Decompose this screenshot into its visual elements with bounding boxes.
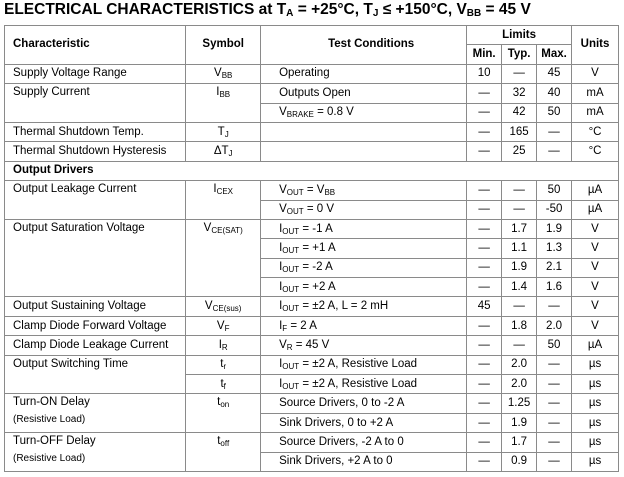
characteristic-cell: Turn-OFF Delay (Resistive Load) bbox=[5, 433, 186, 472]
table-row bbox=[5, 433, 619, 452]
condition-cell: Operating bbox=[261, 64, 467, 83]
typ-cell: 1.4 bbox=[502, 278, 537, 297]
min-cell: — bbox=[467, 355, 502, 374]
characteristic-cell: Supply Current bbox=[5, 84, 186, 123]
max-cell: — bbox=[537, 394, 572, 413]
condition-cell: $I_{OUT} = \pm 2$ A, L = 2 mH bbox=[261, 297, 467, 316]
max-cell: 2.0 bbox=[537, 316, 572, 335]
typ-cell: — bbox=[502, 200, 537, 219]
max-cell: 50 bbox=[537, 103, 572, 122]
typ-cell: 32 bbox=[502, 84, 537, 103]
table-row bbox=[5, 84, 619, 103]
condition-cell: $I_{OUT} = -1$ A bbox=[261, 219, 467, 238]
typ-cell: 1.7 bbox=[502, 433, 537, 452]
unit-cell: V bbox=[572, 239, 619, 258]
table-row bbox=[5, 122, 619, 141]
unit-cell: V bbox=[572, 297, 619, 316]
condition-cell bbox=[261, 142, 467, 161]
unit-cell: µs bbox=[572, 355, 619, 374]
condition-cell: $V_R = 45$ V bbox=[261, 336, 467, 355]
min-cell: — bbox=[467, 142, 502, 161]
table-row bbox=[5, 297, 619, 316]
symbol-cell: $I_{CEX}$ bbox=[186, 181, 261, 220]
table-row bbox=[5, 64, 619, 83]
typ-cell: 25 bbox=[502, 142, 537, 161]
characteristic-cell: Output Sustaining Voltage bbox=[5, 297, 186, 316]
typ-cell: 42 bbox=[502, 103, 537, 122]
unit-cell: V bbox=[572, 278, 619, 297]
typ-cell: 2.0 bbox=[502, 355, 537, 374]
header-conditions: Test Conditions bbox=[261, 26, 467, 65]
table-row bbox=[5, 336, 619, 355]
unit-cell: µA bbox=[572, 200, 619, 219]
header-max: Max. bbox=[537, 45, 572, 64]
table-row bbox=[5, 316, 619, 335]
min-cell: — bbox=[467, 181, 502, 200]
symbol-cell: $V_{CE(SAT)}$ bbox=[186, 219, 261, 297]
condition-cell: Sink Drivers, 0 to +2 A bbox=[261, 413, 467, 432]
min-cell: — bbox=[467, 258, 502, 277]
max-cell: 1.3 bbox=[537, 239, 572, 258]
characteristic-cell: Output Saturation Voltage bbox=[5, 219, 186, 297]
condition-cell: $I_{OUT} = +2$ A bbox=[261, 278, 467, 297]
max-cell: — bbox=[537, 297, 572, 316]
unit-cell: µs bbox=[572, 394, 619, 413]
max-cell: 50 bbox=[537, 181, 572, 200]
condition-cell: Outputs Open bbox=[261, 84, 467, 103]
condition-cell: $I_{OUT} = +1$ A bbox=[261, 239, 467, 258]
typ-cell: — bbox=[502, 297, 537, 316]
condition-cell: $I_{OUT} = \pm 2$ A, Resistive Load bbox=[261, 355, 467, 374]
min-cell: 10 bbox=[467, 64, 502, 83]
header-units: Units bbox=[572, 26, 619, 65]
table-row bbox=[5, 181, 619, 200]
symbol-cell: $t_{off}$ bbox=[186, 433, 261, 472]
unit-cell: °C bbox=[572, 142, 619, 161]
unit-cell: µs bbox=[572, 413, 619, 432]
symbol-cell: $V_F$ bbox=[186, 316, 261, 335]
max-cell: — bbox=[537, 122, 572, 141]
max-cell: 2.1 bbox=[537, 258, 572, 277]
min-cell: — bbox=[467, 433, 502, 452]
min-cell: — bbox=[467, 375, 502, 394]
table-row bbox=[5, 142, 619, 161]
min-cell: — bbox=[467, 103, 502, 122]
min-cell: — bbox=[467, 394, 502, 413]
typ-cell: 165 bbox=[502, 122, 537, 141]
max-cell: — bbox=[537, 142, 572, 161]
header-typ: Typ. bbox=[502, 45, 537, 64]
characteristic-cell: Thermal Shutdown Hysteresis bbox=[5, 142, 186, 161]
min-cell: — bbox=[467, 452, 502, 471]
condition-cell: $V_{OUT} = V_{BB}$ bbox=[261, 181, 467, 200]
condition-cell bbox=[261, 122, 467, 141]
condition-cell: $V_{BRAKE} = 0.8$ V bbox=[261, 103, 467, 122]
symbol-cell: $V_{CE(sus)}$ bbox=[186, 297, 261, 316]
condition-cell: $I_{OUT} = -2$ A bbox=[261, 258, 467, 277]
max-cell: -50 bbox=[537, 200, 572, 219]
min-cell: — bbox=[467, 84, 502, 103]
unit-cell: V bbox=[572, 64, 619, 83]
max-cell: — bbox=[537, 375, 572, 394]
typ-cell: 1.7 bbox=[502, 219, 537, 238]
typ-cell: — bbox=[502, 64, 537, 83]
typ-cell: — bbox=[502, 181, 537, 200]
symbol-cell: $T_J$ bbox=[186, 122, 261, 141]
characteristic-cell: Supply Voltage Range bbox=[5, 64, 186, 83]
symbol-cell: $\Delta T_J$ bbox=[186, 142, 261, 161]
max-cell: — bbox=[537, 452, 572, 471]
max-cell: 1.6 bbox=[537, 278, 572, 297]
electrical-characteristics-table bbox=[4, 25, 619, 472]
condition-cell: $I_F = 2$ A bbox=[261, 316, 467, 335]
unit-cell: µA bbox=[572, 336, 619, 355]
symbol-cell: $V_{BB}$ bbox=[186, 64, 261, 83]
section-title-output-drivers: Output Drivers bbox=[5, 161, 619, 180]
symbol-cell: $t_f$ bbox=[186, 375, 261, 394]
header-min: Min. bbox=[467, 45, 502, 64]
condition-cell: $I_{OUT} = \pm 2$ A, Resistive Load bbox=[261, 375, 467, 394]
unit-cell: µs bbox=[572, 452, 619, 471]
typ-cell: 1.9 bbox=[502, 413, 537, 432]
resistive-load-note: (Resistive Load) bbox=[13, 453, 86, 465]
max-cell: 50 bbox=[537, 336, 572, 355]
header-row-top bbox=[5, 26, 619, 45]
table-row bbox=[5, 394, 619, 413]
table-row bbox=[5, 355, 619, 374]
condition-cell: $V_{OUT} = 0$ V bbox=[261, 200, 467, 219]
unit-cell: mA bbox=[572, 84, 619, 103]
typ-cell: 0.9 bbox=[502, 452, 537, 471]
condition-cell: Source Drivers, 0 to -2 A bbox=[261, 394, 467, 413]
max-cell: — bbox=[537, 413, 572, 432]
symbol-cell: $I_R$ bbox=[186, 336, 261, 355]
section-row bbox=[5, 161, 619, 180]
min-cell: — bbox=[467, 219, 502, 238]
symbol-cell: $t_{on}$ bbox=[186, 394, 261, 433]
resistive-load-note: (Resistive Load) bbox=[13, 414, 86, 426]
min-cell: 45 bbox=[467, 297, 502, 316]
unit-cell: µs bbox=[572, 433, 619, 452]
max-cell: — bbox=[537, 355, 572, 374]
header-characteristic: Characteristic bbox=[5, 26, 186, 65]
min-cell: — bbox=[467, 122, 502, 141]
characteristic-cell: Output Leakage Current bbox=[5, 181, 186, 220]
typ-cell: 1.9 bbox=[502, 258, 537, 277]
header-limits: Limits bbox=[467, 26, 572, 45]
symbol-cell: $I_{BB}$ bbox=[186, 84, 261, 123]
symbol-cell: $t_r$ bbox=[186, 355, 261, 374]
typ-cell: — bbox=[502, 336, 537, 355]
characteristic-cell: Clamp Diode Leakage Current bbox=[5, 336, 186, 355]
max-cell: 1.9 bbox=[537, 219, 572, 238]
min-cell: — bbox=[467, 413, 502, 432]
max-cell: — bbox=[537, 433, 572, 452]
typ-cell: 1.8 bbox=[502, 316, 537, 335]
unit-cell: V bbox=[572, 219, 619, 238]
typ-cell: 1.1 bbox=[502, 239, 537, 258]
typ-cell: 1.25 bbox=[502, 394, 537, 413]
min-cell: — bbox=[467, 278, 502, 297]
condition-cell: Sink Drivers, +2 A to 0 bbox=[261, 452, 467, 471]
characteristic-cell: Output Switching Time bbox=[5, 355, 186, 394]
min-cell: — bbox=[467, 200, 502, 219]
min-cell: — bbox=[467, 336, 502, 355]
min-cell: — bbox=[467, 239, 502, 258]
unit-cell: V bbox=[572, 258, 619, 277]
characteristic-cell: Turn-ON Delay (Resistive Load) bbox=[5, 394, 186, 433]
page-title: ELECTRICAL CHARACTERISTICS at $T_A = +25^\circ C$, $T_J \le +150^\circ C$, $V_{BB} = 45$ V bbox=[4, 1, 531, 19]
table-row bbox=[5, 219, 619, 238]
characteristic-cell: Thermal Shutdown Temp. bbox=[5, 122, 186, 141]
unit-cell: µA bbox=[572, 181, 619, 200]
header-symbol: Symbol bbox=[186, 26, 261, 65]
unit-cell: V bbox=[572, 316, 619, 335]
typ-cell: 2.0 bbox=[502, 375, 537, 394]
min-cell: — bbox=[467, 316, 502, 335]
max-cell: 45 bbox=[537, 64, 572, 83]
condition-cell: Source Drivers, -2 A to 0 bbox=[261, 433, 467, 452]
characteristic-cell: Clamp Diode Forward Voltage bbox=[5, 316, 186, 335]
unit-cell: °C bbox=[572, 122, 619, 141]
unit-cell: mA bbox=[572, 103, 619, 122]
max-cell: 40 bbox=[537, 84, 572, 103]
unit-cell: µs bbox=[572, 375, 619, 394]
